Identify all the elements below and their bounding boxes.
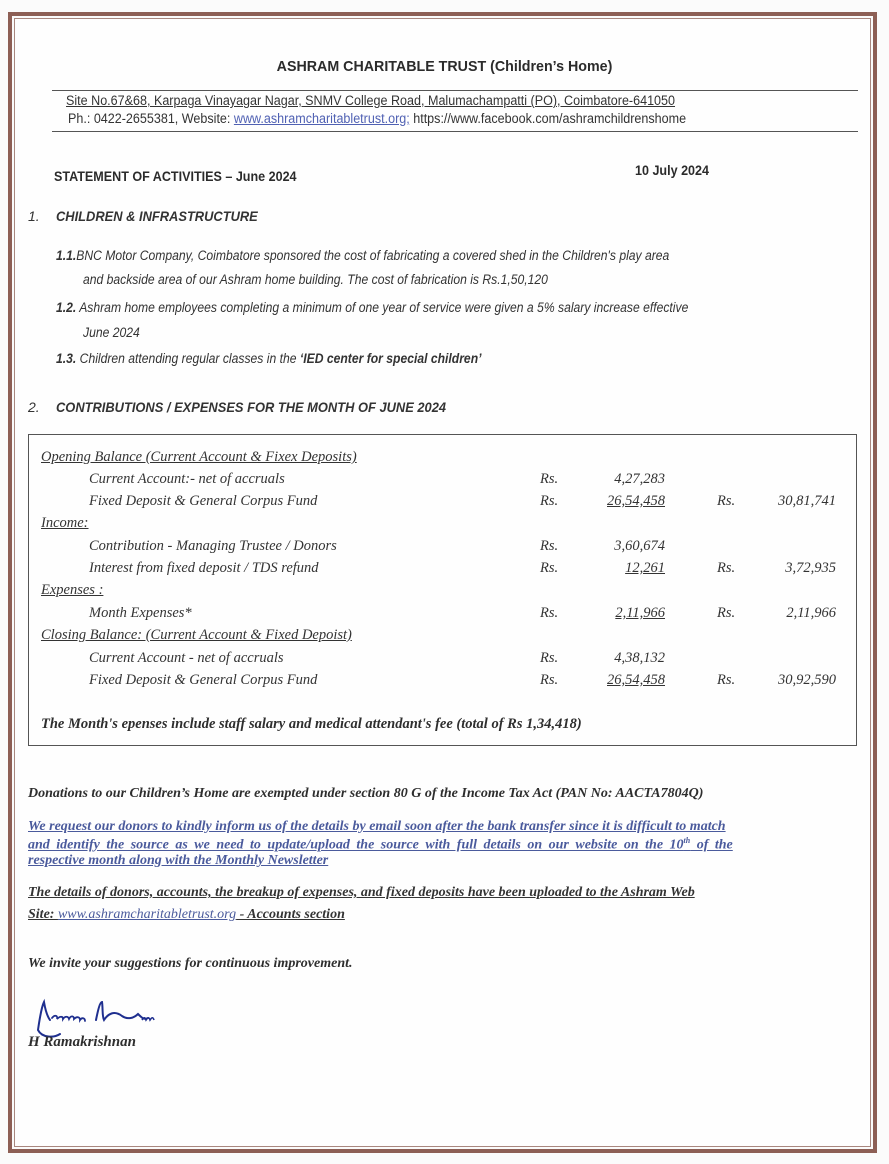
phone-text: Ph.: 0422-2655381, Website: (68, 111, 234, 126)
row-total: 2,11,966 (786, 605, 836, 621)
currency-label: Rs. (540, 672, 559, 688)
currency-label: Rs. (717, 560, 736, 576)
row-amount: 4,38,132 (614, 650, 665, 666)
row-label: Interest from fixed deposit / TDS refund (89, 560, 319, 576)
item-1-1-cont: and backside area of our Ashram home building. The cost of fabrication is Rs.1,50,120 (83, 272, 548, 287)
row-label: Contribution - Managing Trustee / Donors (89, 538, 337, 554)
letterhead-rule-bottom (52, 131, 858, 132)
group-heading-expenses: Expenses : (41, 582, 104, 598)
signatory-name: H Ramakrishnan (28, 1034, 136, 1050)
tax-exemption-note: Donations to our Children’s Home are exempted under section 80 G of the Income Tax Act (PAN No: AACTA7804Q) (28, 786, 704, 801)
item-1-2-cont: June 2024 (83, 325, 140, 340)
letterhead-rule-top (52, 90, 858, 91)
section2-number: 2. (28, 399, 40, 415)
group-heading-opening: Opening Balance (Current Account & Fixex Deposits) (41, 449, 357, 465)
item-1-2: 1.2. Ashram home employees completing a minimum of one year of service were given a 5% salary increase effective (56, 300, 689, 315)
statement-title: STATEMENT OF ACTIVITIES – June 2024 (54, 169, 297, 184)
currency-label: Rs. (540, 493, 559, 509)
accounts-website-link[interactable]: www.ashramcharitabletrust.org (57, 907, 237, 922)
donor-request-line2: and identify the source as we need to update/upload the source with full details on our website on the 10th of the (28, 836, 733, 853)
details-upload-line2: Site: www.ashramcharitabletrust.org - Accounts section (28, 907, 345, 922)
website-link[interactable]: www.ashramcharitabletrust.org; (233, 111, 410, 126)
currency-label: Rs. (540, 560, 559, 576)
section2-title: CONTRIBUTIONS / EXPENSES FOR THE MONTH OF JUNE 2024 (56, 399, 447, 415)
facebook-link[interactable]: https://www.facebook.com/ashramchildrenshome (409, 111, 687, 126)
group-heading-closing: Closing Balance: (Current Account & Fixed Depoist) (41, 627, 352, 643)
currency-label: Rs. (540, 605, 559, 621)
row-label: Fixed Deposit & General Corpus Fund (89, 672, 318, 688)
statement-date: 10 July 2024 (635, 163, 710, 178)
currency-label: Rs. (717, 493, 736, 509)
expenses-footnote: The Month's epenses include staff salary and medical attendant's fee (total of Rs 1,34,418) (41, 716, 582, 732)
group-heading-income: Income: (41, 515, 89, 531)
row-amount: 12,261 (625, 560, 665, 576)
address-text: Site No.67&68, Karpaga Vinayagar Nagar, SNMV College Road, Malumachampatti (PO), Coimbatore-641050 (66, 93, 676, 108)
row-amount: 26,54,458 (607, 493, 665, 509)
row-total: 3,72,935 (785, 560, 836, 576)
currency-label: Rs. (540, 538, 559, 554)
section1-number: 1. (28, 208, 40, 224)
item-1-3: 1.3. Children attending regular classes in the ‘IED center for special children’ (56, 351, 482, 366)
contact-line (68, 111, 686, 126)
item-1-1: 1.1.BNC Motor Company, Coimbatore sponsored the cost of fabricating a covered shed in the Children's play area (56, 248, 670, 263)
row-amount: 26,54,458 (607, 672, 665, 688)
currency-label: Rs. (540, 650, 559, 666)
row-label: Month Expenses* (89, 605, 192, 621)
row-label: Current Account - net of accruals (89, 650, 284, 666)
invite-suggestions: We invite your suggestions for continuous improvement. (28, 956, 353, 971)
row-label: Current Account:- net of accruals (89, 471, 285, 487)
address-line (66, 93, 675, 108)
row-label: Fixed Deposit & General Corpus Fund (89, 493, 318, 509)
currency-label: Rs. (717, 605, 736, 621)
details-upload-line1: The details of donors, accounts, the breakup of expenses, and fixed deposits have been uploaded to the Ashram Web (28, 885, 695, 900)
row-total: 30,81,741 (778, 493, 836, 509)
row-amount: 3,60,674 (614, 538, 665, 554)
currency-label: Rs. (717, 672, 736, 688)
donor-request-line3: respective month along with the Monthly Newsletter (28, 853, 329, 868)
section1-title: CHILDREN & INFRASTRUCTURE (56, 208, 258, 224)
row-amount: 2,11,966 (615, 605, 665, 621)
org-title: ASHRAM CHARITABLE TRUST (Children’s Home) (276, 58, 613, 75)
currency-label: Rs. (540, 471, 559, 487)
row-total: 30,92,590 (778, 672, 836, 688)
donor-request-line1: We request our donors to kindly inform us of the details by email soon after the bank transfer since it is difficult to match (28, 819, 726, 834)
row-amount: 4,27,283 (614, 471, 665, 487)
